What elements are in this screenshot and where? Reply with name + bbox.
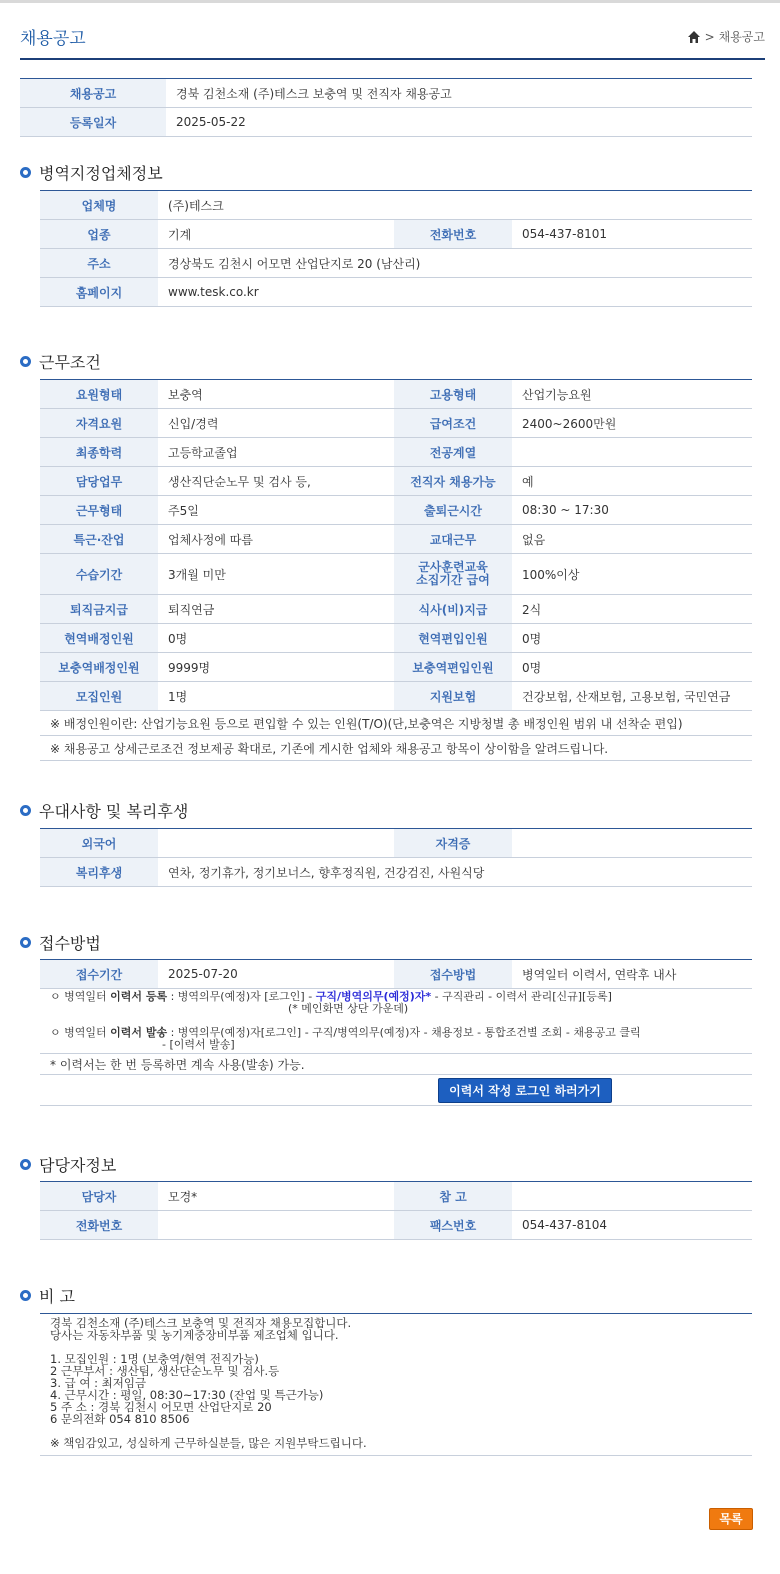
section-title-text: 담당자정보 (39, 1156, 117, 1175)
work-value (512, 438, 752, 467)
assignment-note: ※ 배정인원이란: 산업기능요원 등으로 편입할 수 있는 인원(T/O)(단,보충역은 지방청별 총 배정인원 범위 내 선착순 편입) (40, 711, 752, 736)
register-prefix: ㅇ 병역일터 (50, 990, 111, 1003)
detail-note: ※ 채용공고 상세근로조건 정보제공 확대로, 기존에 게시한 업체와 채용공고 항목이 상이함을 알려드립니다. (40, 736, 752, 761)
table-row (40, 1054, 752, 1075)
register-bold: 이력서 등록 (110, 990, 168, 1003)
notice-summary-table (20, 78, 752, 137)
login-button-cell (40, 1075, 752, 1106)
company-name-label: 업체명 (40, 191, 158, 220)
welfare-value: 연차, 정기휴가, 정기보너스, 향후정직원, 건강검진, 사원식당 (158, 858, 752, 887)
work-value: 1명 (158, 682, 394, 711)
section-title-text: 근무조건 (39, 353, 101, 372)
table-row (40, 736, 752, 761)
company-phone-label: 전화번호 (394, 220, 512, 249)
table-row (40, 438, 752, 467)
section-title-text: 병역지정업체정보 (39, 164, 163, 183)
work-label: 최종학력 (40, 438, 158, 467)
section-title-company (20, 161, 163, 184)
page-header (20, 22, 765, 60)
work-label: 현역편입인원 (394, 624, 512, 653)
send-prefix: ㅇ 병역일터 (50, 1026, 111, 1039)
breadcrumb (687, 28, 765, 45)
section-title-text: 접수방법 (39, 934, 101, 953)
work-label: 보충역편입인원 (394, 653, 512, 682)
address-label: 주소 (40, 249, 158, 278)
certificate-value (512, 829, 752, 858)
work-label: 교대근무 (394, 525, 512, 554)
homepage-label: 홈페이지 (40, 278, 158, 307)
apply-method-value: 병역일터 이력서, 연락후 내사 (512, 960, 752, 989)
work-value: 산업기능요원 (512, 380, 752, 409)
table-row (40, 220, 752, 249)
table-row (20, 108, 752, 137)
work-label: 지원보험 (394, 682, 512, 711)
table-row (40, 595, 752, 624)
work-label: 현역배정인원 (40, 624, 158, 653)
notice-title-value: 경북 김천소재 (주)테스크 보충역 및 전직자 채용공고 (166, 79, 752, 108)
home-icon[interactable] (687, 30, 701, 44)
list-button[interactable]: 목록 (709, 1508, 753, 1530)
table-row (40, 989, 752, 1054)
top-border (0, 0, 780, 3)
register-date-value: 2025-05-22 (166, 108, 752, 137)
register-path: : 병역의무(예정)자 [로그인] - (167, 990, 316, 1003)
work-value: 3개월 미만 (158, 554, 394, 595)
work-value: 100%이상 (512, 554, 752, 595)
table-row (40, 711, 752, 736)
fax-value: 054-437-8104 (512, 1211, 752, 1240)
contact-person-label: 담당자 (40, 1182, 158, 1211)
section-title-contact (20, 1153, 116, 1176)
work-value: 퇴직연금 (158, 595, 394, 624)
work-label: 전직자 채용가능 (394, 467, 512, 496)
work-label-line: 소집기간 급여 (416, 573, 490, 587)
section-title-text: 비 고 (39, 1287, 75, 1306)
apply-instructions (40, 989, 752, 1054)
table-row (40, 249, 752, 278)
homepage-link[interactable]: www.tesk.co.kr (158, 278, 752, 307)
register-path-rest: - 구직관리 - 이력서 관리[신규][등록] (431, 990, 612, 1003)
register-date-label: 등록일자 (20, 108, 166, 137)
address-value: 경상북도 김천시 어모면 산업단지로 20 (남산리) (158, 249, 752, 278)
welfare-label: 복리후생 (40, 858, 158, 887)
work-label: 근무형태 (40, 496, 158, 525)
work-value: 주5일 (158, 496, 394, 525)
contact-table (40, 1181, 752, 1240)
table-row (40, 525, 752, 554)
table-row (40, 829, 752, 858)
company-phone-value: 054-437-8101 (512, 220, 752, 249)
work-label: 보충역배정인원 (40, 653, 158, 682)
register-sub-note: (* 메인화면 상단 가운데) (288, 1002, 409, 1015)
work-label: 고용형태 (394, 380, 512, 409)
work-value: 고등학교졸업 (158, 438, 394, 467)
work-value: 예 (512, 467, 752, 496)
contact-person-value: 모경* (158, 1182, 394, 1211)
table-row (40, 624, 752, 653)
send-bold: 이력서 발송 (110, 1026, 168, 1039)
table-row (40, 496, 752, 525)
industry-value: 기계 (158, 220, 394, 249)
work-conditions-table (40, 379, 752, 761)
section-bullet-icon (20, 167, 31, 178)
certificate-label: 자격증 (394, 829, 512, 858)
section-bullet-icon (20, 356, 31, 367)
send-path: : 병역의무(예정)자[로그인] - 구직/병역의무(예정)자 - 채용정보 - 통합조건별 조회 - 채용공고 클릭 (167, 1026, 641, 1039)
work-label: 담당업무 (40, 467, 158, 496)
work-label: 출퇴근시간 (394, 496, 512, 525)
work-value: 0명 (158, 624, 394, 653)
apply-table (40, 959, 752, 1106)
work-value: 2400~2600만원 (512, 409, 752, 438)
work-value: 건강보험, 산재보험, 고용보험, 국민연금 (512, 682, 752, 711)
work-value: 생산직단순노무 및 검사 등, (158, 467, 394, 496)
work-value: 2식 (512, 595, 752, 624)
work-value: 9999명 (158, 653, 394, 682)
table-row (40, 1211, 752, 1240)
section-bullet-icon (20, 805, 31, 816)
work-label: 급여조건 (394, 409, 512, 438)
work-label: 자격요원 (40, 409, 158, 438)
table-row (40, 1075, 752, 1106)
table-row (40, 682, 752, 711)
table-row (40, 653, 752, 682)
apply-period-label: 접수기간 (40, 960, 158, 989)
work-label: 특근·잔업 (40, 525, 158, 554)
resume-once-note: * 이력서는 한 번 등록하면 계속 사용(발송) 가능. (40, 1054, 752, 1075)
section-title-work (20, 350, 101, 373)
work-value: 신입/경력 (158, 409, 394, 438)
register-highlight: 구직/병역의무(예정)자* (315, 990, 432, 1003)
apply-period-value: 2025-07-20 (158, 960, 394, 989)
language-label: 외국어 (40, 829, 158, 858)
table-row (20, 79, 752, 108)
table-row (40, 1182, 752, 1211)
section-bullet-icon (20, 1290, 31, 1301)
section-bullet-icon (20, 937, 31, 948)
send-sub-note: - [이력서 발송] (162, 1038, 235, 1051)
table-row (40, 278, 752, 307)
work-label: 모집인원 (40, 682, 158, 711)
breadcrumb-current: 채용공고 (718, 30, 765, 44)
page-title: 채용공고 (20, 29, 86, 49)
section-title-benefit (20, 799, 188, 822)
section-title-text: 우대사항 및 복리후생 (39, 802, 189, 821)
table-row (40, 409, 752, 438)
table-row (40, 380, 752, 409)
memo-text: 경북 김천소재 (주)테스크 보충역 및 전직자 채용모집합니다. 당사는 자동차부품 및 농기계중장비부품 제조업체 입니다. 1. 모집인원 : 1명 (보충역/현역 전직가능) 2 근무부서 : 생산팀, 생산단순노무 및 검사.등 3. 급 여 : 최저임금 4. 근무시간 : 평일, 08:30~17:30 (잔업 및 특근가능) 5 주 소 : 경북 김천시 어모면 산업단지로 20 6 문의전화 054 810 8506 ※ 책임감있고, 성실하게 근무하실분들, 많은 지원부탁드립니다. (40, 1313, 752, 1456)
reference-label: 참 고 (394, 1182, 512, 1211)
table-row (40, 960, 752, 989)
company-name-value: (주)테스크 (158, 191, 752, 220)
language-value (158, 829, 394, 858)
section-title-apply (20, 931, 101, 954)
work-value: 0명 (512, 624, 752, 653)
work-label: 전공계열 (394, 438, 512, 467)
work-label: 퇴직금지급 (40, 595, 158, 624)
company-table (40, 190, 752, 307)
breadcrumb-separator: > (704, 29, 715, 44)
work-value: 보충역 (158, 380, 394, 409)
benefit-table (40, 828, 752, 887)
work-label-line: 군사훈련교육 (418, 560, 488, 574)
notice-title-label: 채용공고 (20, 79, 166, 108)
table-row (40, 467, 752, 496)
contact-phone-label: 전화번호 (40, 1211, 158, 1240)
work-value: 08:30 ~ 17:30 (512, 496, 752, 525)
work-label: 요원형태 (40, 380, 158, 409)
resume-login-button[interactable]: 이력서 작성 로그인 하러가기 (438, 1078, 612, 1103)
work-value: 0명 (512, 653, 752, 682)
contact-phone-value (158, 1211, 394, 1240)
work-value: 없음 (512, 525, 752, 554)
table-row (40, 191, 752, 220)
work-label: 수습기간 (40, 554, 158, 595)
section-bullet-icon (20, 1159, 31, 1170)
industry-label: 업종 (40, 220, 158, 249)
work-value: 업체사정에 따름 (158, 525, 394, 554)
work-label (394, 554, 512, 595)
reference-value (512, 1182, 752, 1211)
section-title-memo (20, 1284, 75, 1307)
work-label: 식사(비)지급 (394, 595, 512, 624)
send-instruction (50, 1027, 742, 1039)
apply-method-label: 접수방법 (394, 960, 512, 989)
table-row (40, 554, 752, 595)
table-row (40, 858, 752, 887)
fax-label: 팩스번호 (394, 1211, 512, 1240)
